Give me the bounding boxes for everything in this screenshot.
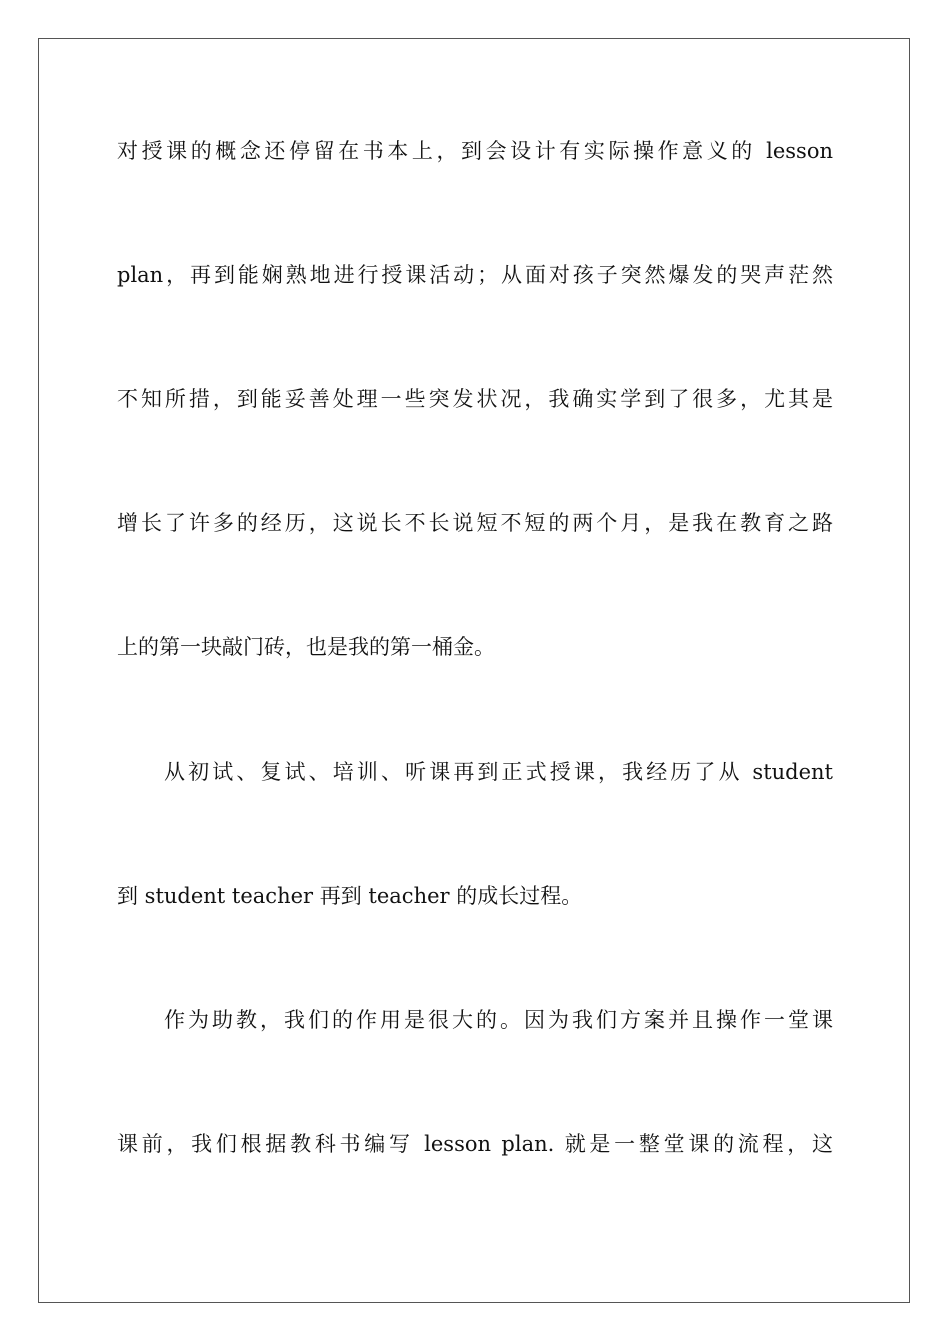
paragraph-line: 课前，我们根据教科书编写 lesson plan. 就是一整堂课的流程，这	[117, 1132, 833, 1156]
paragraph-line: 增长了许多的经历，这说长不长说短不短的两个月，是我在教育之路	[117, 511, 833, 535]
paragraph-line: 从初试、复试、培训、听课再到正式授课，我经历了从 student	[164, 760, 833, 784]
paragraph-line: 作为助教，我们的作用是很大的。因为我们方案并且操作一堂课	[164, 1008, 833, 1032]
paragraph-line: plan，再到能娴熟地进行授课活动；从面对孩子突然爆发的哭声茫然	[117, 263, 833, 287]
page-frame	[38, 38, 910, 1303]
paragraph-line: 不知所措，到能妥善处理一些突发状况，我确实学到了很多，尤其是	[117, 387, 833, 411]
paragraph-line: 到 student teacher 再到 teacher 的成长过程。	[117, 884, 583, 908]
paragraph-line: 上的第一块敲门砖，也是我的第一桶金。	[117, 635, 495, 659]
paragraph-line: 对授课的概念还停留在书本上，到会设计有实际操作意义的 lesson	[117, 139, 833, 163]
